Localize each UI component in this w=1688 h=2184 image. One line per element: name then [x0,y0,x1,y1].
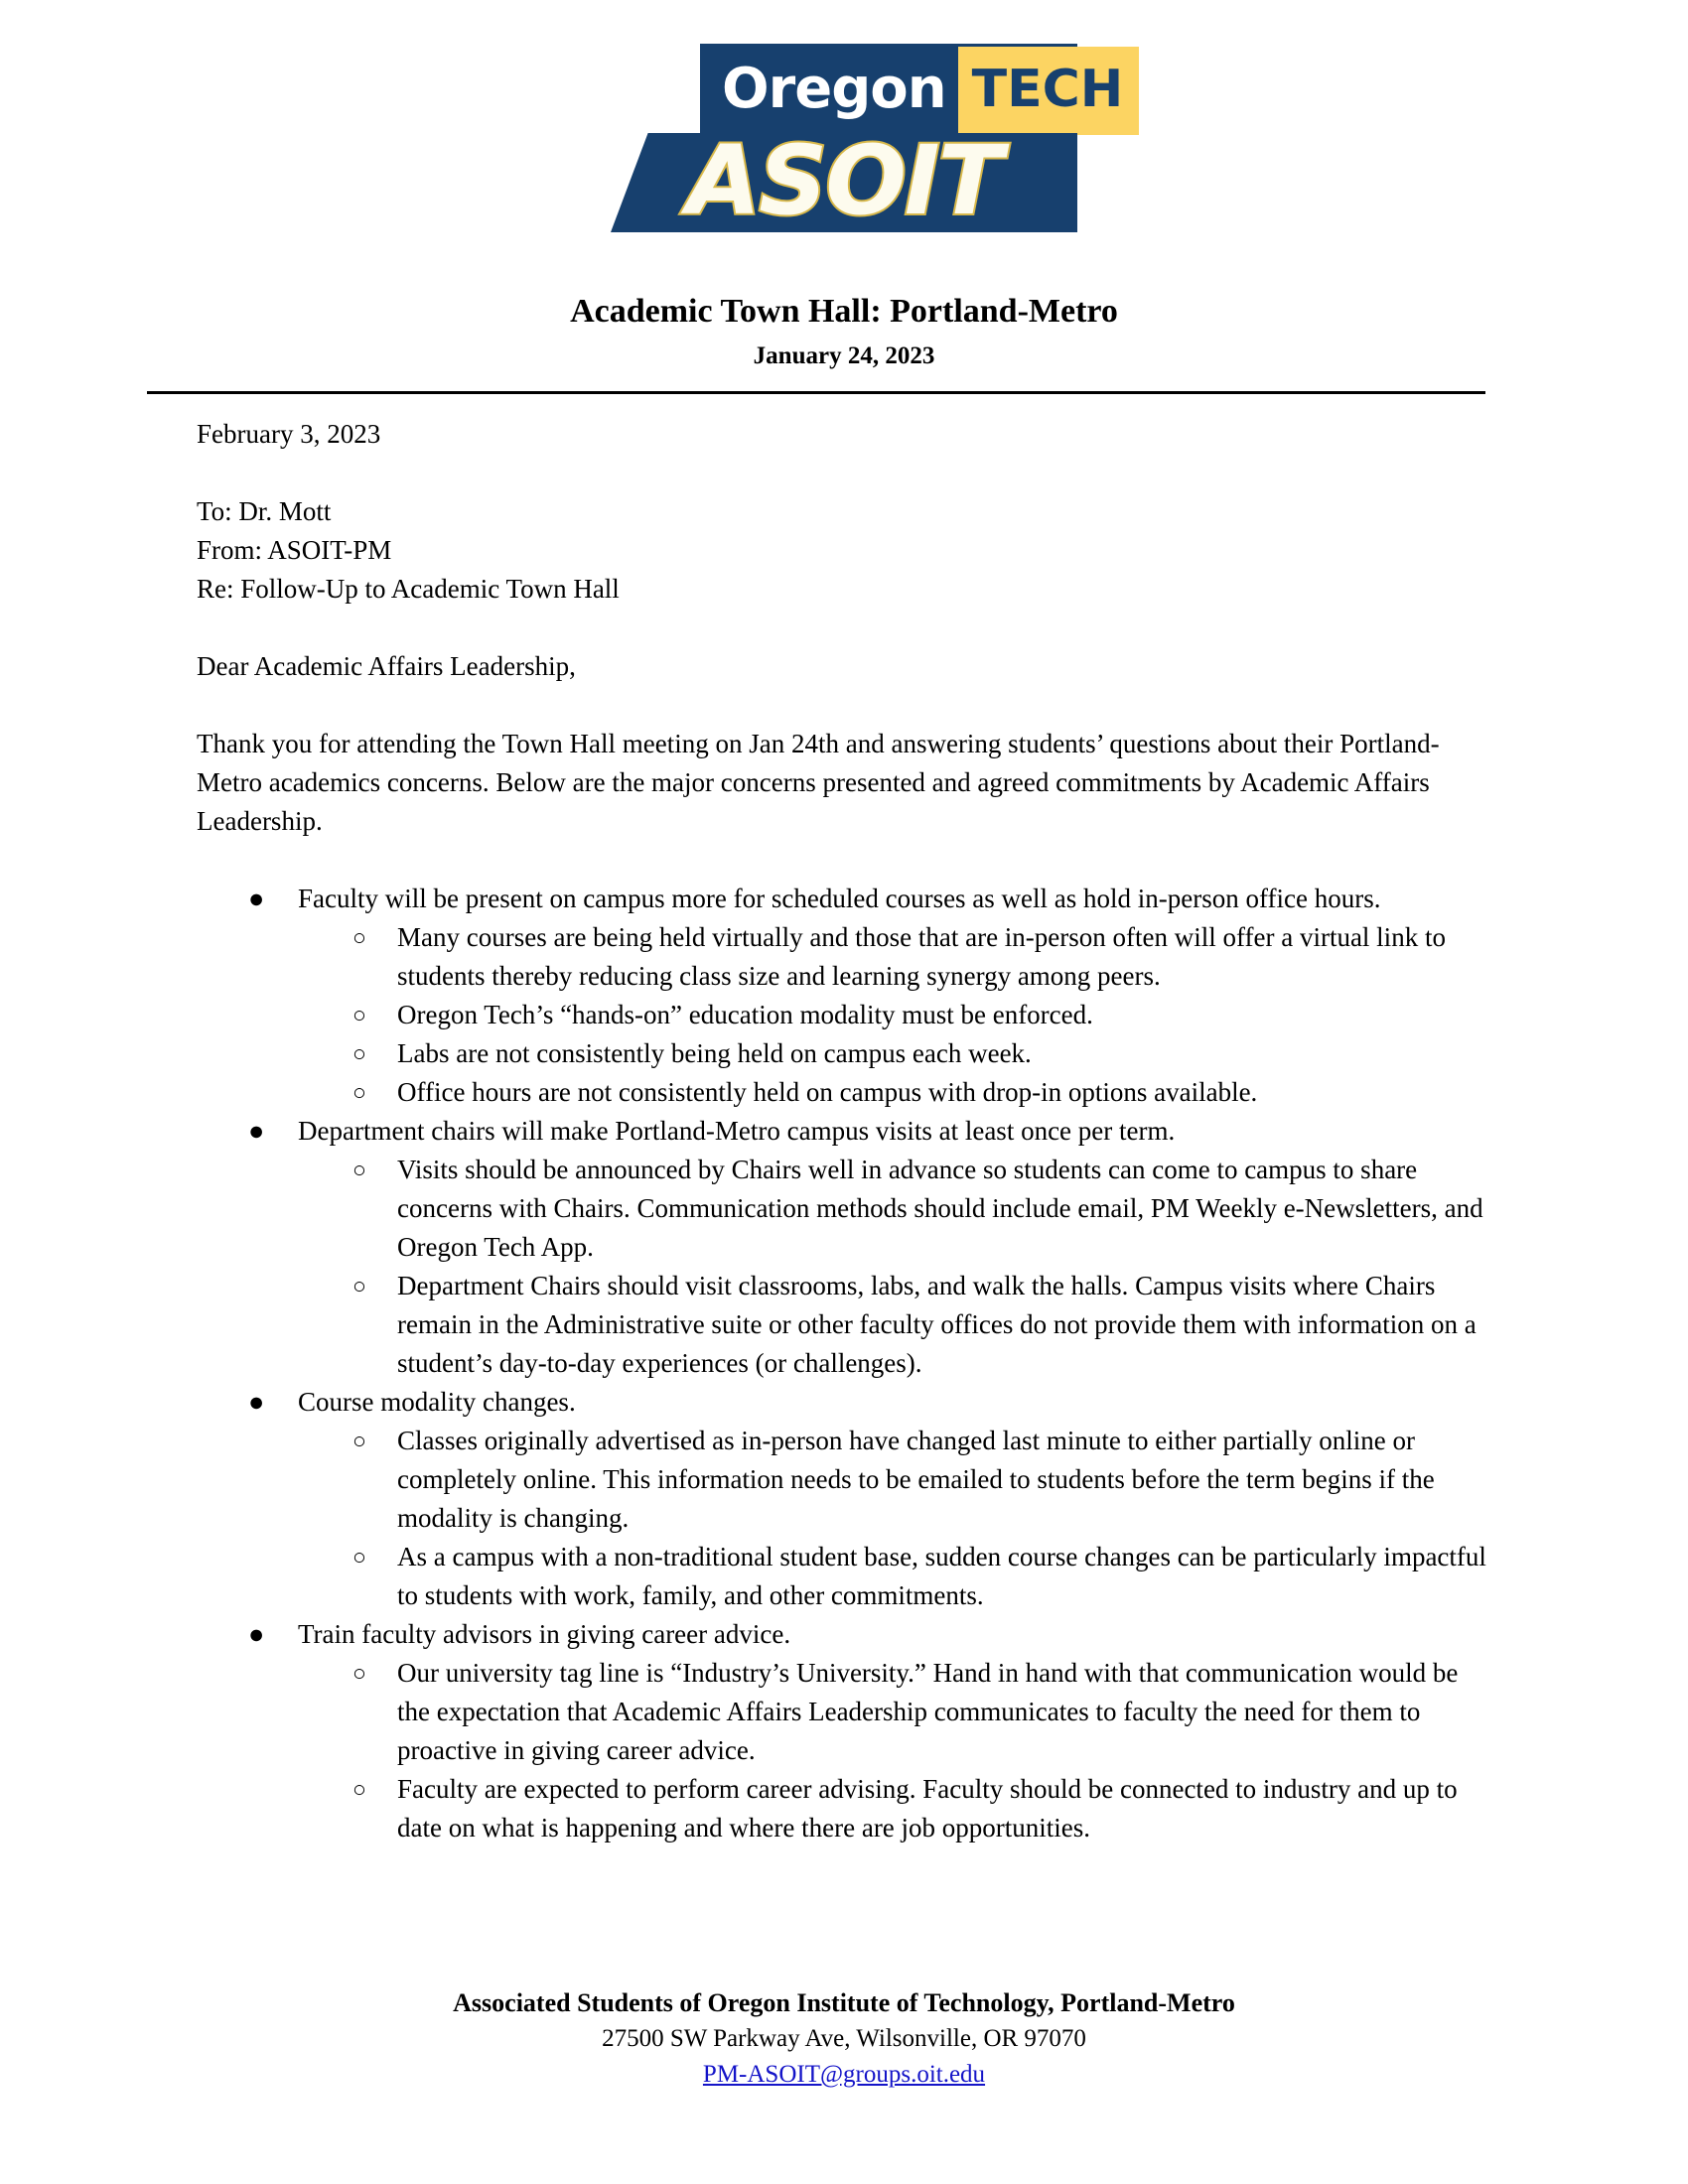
concern-subitem-label: As a campus with a non-traditional student base, sudden course changes can be particularly impactful to students with work, family, and other commitments. [397,1542,1486,1610]
concern-subitem [298,1151,1487,1267]
bullet-circle-icon: ○ [352,1661,366,1686]
page-footer [0,1985,1688,2093]
concern-subitem-label: Faculty are expected to perform career advising. Faculty should be connected to industry and up to date on what is happening and where there are job opportunities. [397,1774,1458,1843]
concern-item [197,1383,1487,1615]
bullet-circle-icon: ○ [352,1158,366,1182]
concern-subitem [298,1422,1487,1538]
bullet-dot-icon: ● [248,1116,265,1146]
concern-subitem-label: Labs are not consistently being held on campus each week. [397,1038,1032,1068]
concern-item-label: Course modality changes. [298,1387,576,1417]
letter-salutation: Dear Academic Affairs Leadership, [197,651,576,681]
concern-subitem-label: Classes originally advertised as in-person have changed last minute to either partially online or completely online. This information needs to be emailed to students before the term begins if the modality is changing. [397,1426,1435,1533]
bullet-dot-icon: ● [248,1619,265,1649]
bullet-circle-icon: ○ [352,1274,366,1298]
concern-subitem [298,1654,1487,1770]
concern-subitem [298,1034,1487,1073]
concern-item-label: Train faculty advisors in giving career advice. [298,1619,791,1649]
logo-asoit-text: ASOIT [686,125,1002,236]
letter-to: To: Dr. Mott [197,496,332,526]
bullet-circle-icon: ○ [352,1777,366,1802]
concern-subitem [298,1267,1487,1383]
spacer [197,609,1487,647]
concern-item [197,1112,1487,1383]
concern-item-label: Department chairs will make Portland-Metro campus visits at least once per term. [298,1116,1176,1146]
spacer [197,686,1487,725]
logo-tech-text: TECH [958,47,1140,135]
bullet-circle-icon: ○ [352,1003,366,1027]
letter-intro-paragraph: Thank you for attending the Town Hall meeting on Jan 24th and answering students’ questions about their Portland-Metro academics concerns. Below are the major concerns presented and agreed commitments by Academic Affairs Leadership. [197,729,1440,836]
spacer [197,841,1487,880]
concern-subitem [298,1073,1487,1112]
concern-subitem [298,1770,1487,1847]
concern-subitem-label: Many courses are being held virtually and those that are in-person often will offer a virtual link to students thereby reducing class size and learning synergy among peers. [397,922,1446,991]
spacer [197,454,1487,492]
bullet-circle-icon: ○ [352,925,366,950]
footer-address: 27500 SW Parkway Ave, Wilsonville, OR 97070 [602,2025,1086,2052]
bullet-circle-icon: ○ [352,1041,366,1066]
letter-date: February 3, 2023 [197,419,381,449]
letter-re: Re: Follow-Up to Academic Town Hall [197,574,620,604]
concern-subitem-label: Department Chairs should visit classrooms, labs, and walk the halls. Campus visits where Chairs remain in the Administrative suite or other faculty offices do not provide them with information on a student’s day-to-day experiences (or challenges). [397,1271,1477,1378]
asoit-logo [0,44,1688,262]
concern-item [197,1615,1487,1847]
concern-item [197,880,1487,1112]
concern-item-label: Faculty will be present on campus more for scheduled courses as well as hold in-person office hours. [298,884,1381,913]
bullet-circle-icon: ○ [352,1080,366,1105]
logo-oregon-text: Oregon [700,44,958,135]
concerns-list [197,880,1487,1847]
concern-subitem [298,996,1487,1034]
letter-from: From: ASOIT-PM [197,535,392,565]
concern-sublist [298,1151,1487,1383]
concern-subitem-label: Office hours are not consistently held on campus with drop-in options available. [397,1077,1258,1107]
logo-graphic [611,44,1124,257]
page-subtitle: January 24, 2023 [753,342,935,369]
bullet-circle-icon: ○ [352,1429,366,1453]
concern-subitem [298,1538,1487,1615]
concern-subitem-label: Our university tag line is “Industry’s University.” Hand in hand with that communication would be the expectation that Academic Affairs Leadership communicates to faculty the need for them to proactive in giving career advice. [397,1658,1459,1765]
concern-subitem-label: Visits should be announced by Chairs well in advance so students can come to campus to share concerns with Chairs. Communication methods should include email, PM Weekly e-Newsletters, and Oregon Tech App. [397,1155,1483,1262]
concern-sublist [298,1422,1487,1615]
concern-sublist [298,1654,1487,1847]
logo-wordmark-bottom [611,121,1077,240]
bullet-dot-icon: ● [248,884,265,913]
concern-subitem [298,918,1487,996]
footer-email-link[interactable]: PM-ASOIT@groups.oit.edu [702,2061,986,2088]
bullet-dot-icon: ● [248,1387,265,1417]
bullet-circle-icon: ○ [352,1545,366,1570]
header-divider [147,391,1485,394]
letter-body [197,415,1487,1847]
concern-subitem-label: Oregon Tech’s “hands-on” education modality must be enforced. [397,1000,1093,1029]
footer-organization: Associated Students of Oregon Institute of Technology, Portland-Metro [453,1988,1235,2017]
page-title: Academic Town Hall: Portland-Metro [570,293,1118,330]
concern-sublist [298,918,1487,1112]
